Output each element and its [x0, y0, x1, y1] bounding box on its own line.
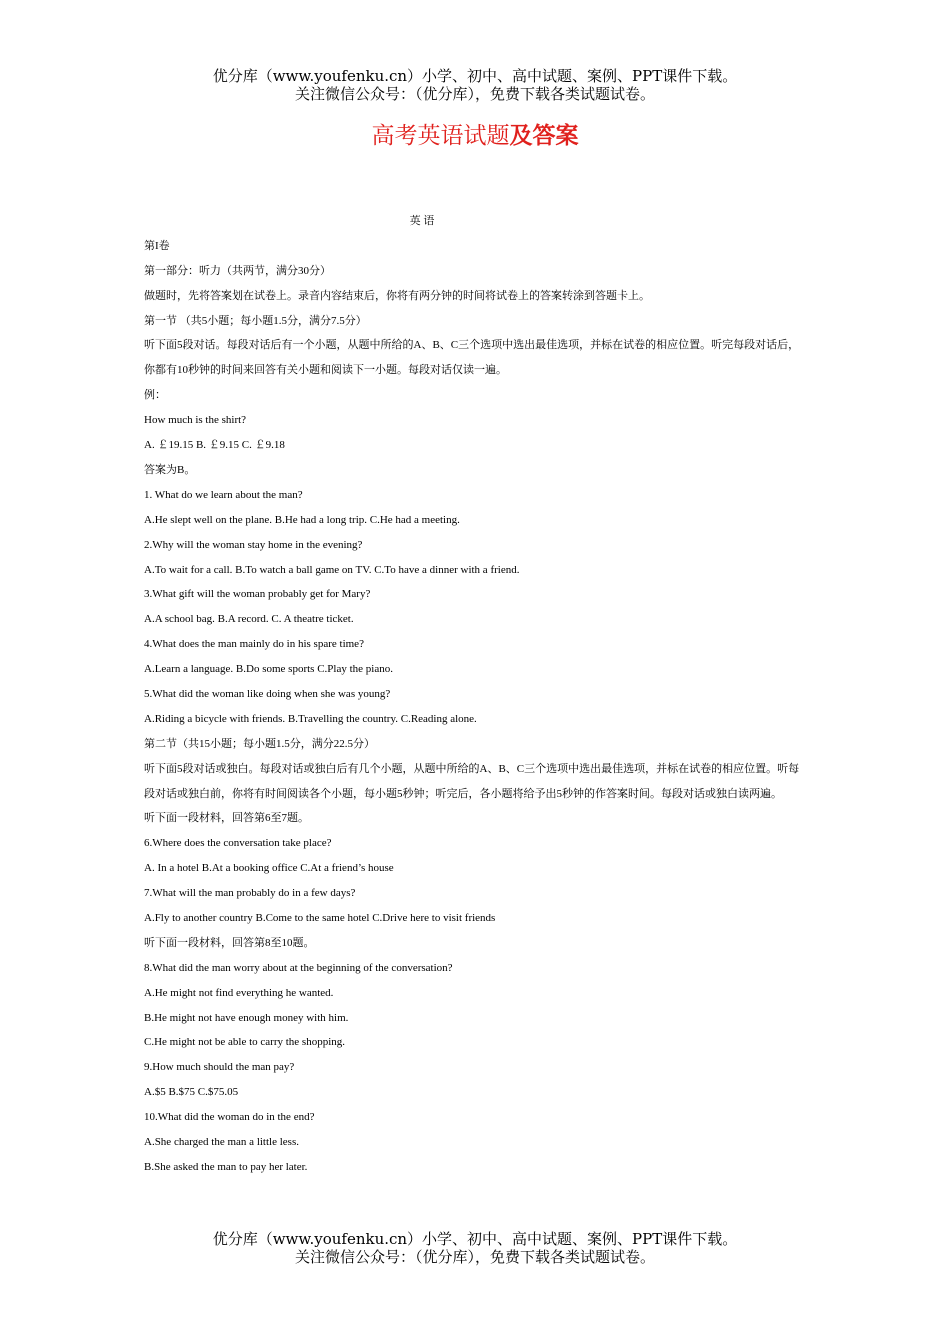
question-9-options: A.$5 B.$75 C.$75.05 — [144, 1086, 239, 1099]
header-banner — [0, 67, 950, 103]
question-8-option-b: B.He might not have enough money with him. — [144, 1011, 349, 1024]
part1-instruction: 做题时，先将答案划在试卷上。录音内容结束后，你将有两分钟的时间将试卷上的答案转涂到答题卡上。 — [144, 289, 650, 302]
section2-instruction: 听下面5段对话或独白。每段对话或独白后有几个小题，从题中所给的A、B、C三个选项中选出最佳选项，并标在试卷的相应位置。听每段对话或独白前，你将有时间阅读各个小题，每小题5秒钟；听完后，各小题将给予出5秒钟的作答案时间。每段对话或独白读两遍。 — [144, 762, 800, 800]
example-label: 例： — [144, 389, 166, 402]
question-2: 2.Why will the woman stay home in the evening? — [144, 538, 363, 551]
volume-heading: 第I卷 — [144, 239, 170, 252]
material-1-instruction: 听下面一段材料，回答第6至7题。 — [144, 812, 309, 825]
question-5: 5.What did the woman like doing when she was young? — [144, 687, 391, 700]
footer-banner-line-2: 关注微信公众号：（优分库），免费下载各类试题试卷。 — [294, 1248, 655, 1266]
part1-heading: 第一部分：听力（共两节，满分30分） — [144, 264, 331, 277]
question-1-options: A.He slept well on the plane. B.He had a long trip. C.He had a meeting. — [144, 513, 460, 526]
question-8-option-a: A.He might not find everything he wanted. — [144, 986, 334, 999]
section1-instruction: 听下面5段对话。每段对话后有一个小题，从题中所给的A、B、C三个选项中选出最佳选项，并标在试卷的相应位置。听完每段对话后，你都有10秒钟的时间来回答有关小题和阅读下一小题。每段对话仅读一遍。 — [144, 339, 800, 377]
footer-banner — [0, 1230, 950, 1266]
question-8-option-c: C.He might not be able to carry the shopping. — [144, 1036, 346, 1049]
material-2-instruction: 听下面一段材料，回答第8至10题。 — [144, 936, 315, 949]
document-title — [0, 120, 950, 152]
header-banner-line-1: 优分库（www.youfenku.cn）小学、初中、高中试题、案例、PPT课件下载。 — [212, 67, 738, 85]
question-5-options: A.Riding a bicycle with friends. B.Travelling the country. C.Reading alone. — [144, 712, 477, 725]
question-2-options: A.To wait for a call. B.To watch a ball game on TV. C.To have a dinner with a friend. — [144, 563, 520, 576]
question-9: 9.How much should the man pay? — [144, 1061, 295, 1074]
question-7: 7.What will the man probably do in a few days? — [144, 887, 356, 900]
question-6: 6.Where does the conversation take place? — [144, 837, 332, 850]
question-3: 3.What gift will the woman probably get for Mary? — [144, 588, 371, 601]
section1-heading: 第一节 （共5小题；每小题1.5分，满分7.5分） — [144, 314, 367, 327]
question-10-option-b: B.She asked the man to pay her later. — [144, 1160, 308, 1173]
question-4-options: A.Learn a language. B.Do some sports C.Play the piano. — [144, 663, 393, 676]
document-title-answer: 及答案 — [509, 122, 579, 149]
footer-banner-line-1: 优分库（www.youfenku.cn）小学、初中、高中试题、案例、PPT课件下载。 — [212, 1230, 738, 1248]
example-answer: 答案为B。 — [144, 463, 196, 476]
section2-heading: 第二节（共15小题；每小题1.5分，满分22.5分） — [144, 737, 375, 750]
question-4: 4.What does the man mainly do in his spare time? — [144, 638, 364, 651]
example-question: How much is the shirt? — [144, 414, 247, 427]
question-10-option-a: A.She charged the man a little less. — [144, 1136, 299, 1149]
document-title-main: 高考英语试题 — [371, 123, 510, 149]
exam-content — [144, 209, 810, 1180]
question-10: 10.What did the woman do in the end? — [144, 1111, 315, 1124]
example-options: A. ￡19.15 B. ￡9.15 C. ￡9.18 — [144, 439, 285, 452]
question-3-options: A.A school bag. B.A record. C. A theatre ticket. — [144, 613, 354, 626]
question-7-options: A.Fly to another country B.Come to the same hotel C.Drive here to visit friends — [144, 912, 496, 924]
subject-heading: 英 语 — [409, 215, 435, 227]
header-banner-line-2: 关注微信公众号：（优分库），免费下载各类试题试卷。 — [294, 85, 655, 103]
question-1: 1. What do we learn about the man? — [144, 488, 303, 501]
question-6-options: A. In a hotel B.At a booking office C.At a friend’s house — [144, 862, 394, 875]
question-8: 8.What did the man worry about at the beginning of the conversation? — [144, 961, 453, 974]
